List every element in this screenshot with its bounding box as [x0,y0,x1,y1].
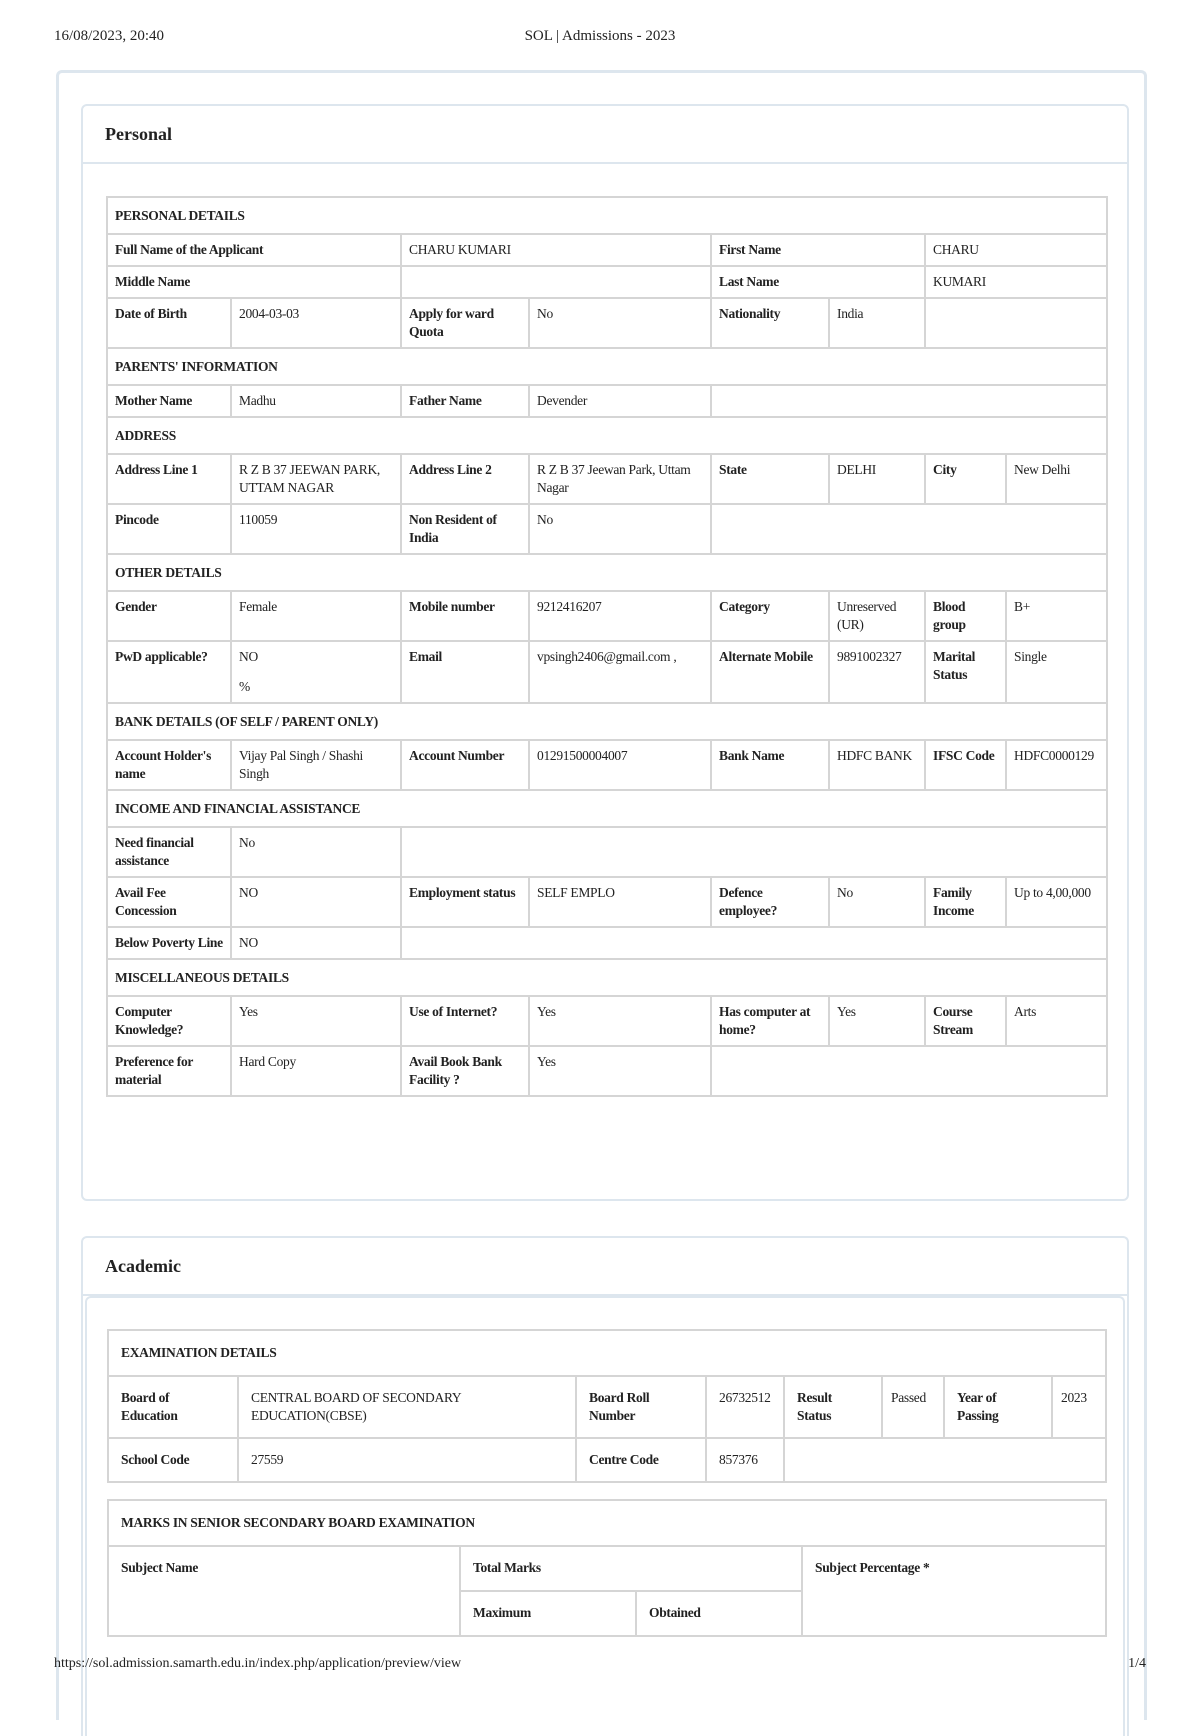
academic-panel-title: Academic [83,1238,1127,1296]
value-centre: 857376 [706,1438,784,1482]
table-row [107,385,1107,417]
value-material: Hard Copy [231,1046,401,1096]
empty-cell [711,1046,1107,1096]
table-row [107,454,1107,504]
label-defence: Defence employee? [711,877,829,927]
print-date: 16/08/2023, 20:40 [54,28,165,44]
label-board: Board of Education [108,1376,238,1438]
header-subject-name: Subject Name [108,1546,460,1636]
table-row [107,996,1107,1046]
value-home-computer: Yes [829,996,925,1046]
value-employment: SELF EMPLO [529,877,711,927]
section-income: INCOME AND FINANCIAL ASSISTANCE [107,790,1107,827]
table-row [107,298,1107,348]
label-nationality: Nationality [711,298,829,348]
label-book-bank: Avail Book Bank Facility ? [401,1046,529,1096]
label-need-fin: Need financial assistance [107,827,231,877]
header-subject-percentage: Subject Percentage * [802,1546,1106,1636]
label-dob: Date of Birth [107,298,231,348]
table-row [108,1546,1106,1591]
value-book-bank: Yes [529,1046,711,1096]
value-marital: Single [1006,641,1107,703]
table-row [108,1376,1106,1438]
value-state: DELHI [829,454,925,504]
value-year: 2023 [1052,1376,1106,1438]
label-addr2: Address Line 2 [401,454,529,504]
label-stream: Course Stream [925,996,1006,1046]
header-maximum: Maximum [460,1591,636,1636]
label-city: City [925,454,1006,504]
table-row [107,827,1107,877]
section-other-details: OTHER DETAILS [107,554,1107,591]
section-row [107,554,1107,591]
label-bank-name: Bank Name [711,740,829,790]
label-school: School Code [108,1438,238,1482]
label-marital: Marital Status [925,641,1006,703]
empty-cell [711,504,1107,554]
value-pwd-percent: % [239,679,250,694]
label-email: Email [401,641,529,703]
table-row [107,234,1107,266]
label-last-name: Last Name [711,266,925,298]
table-row [107,927,1107,959]
personal-panel-title: Personal [83,106,1127,164]
value-stream: Arts [1006,996,1107,1046]
label-middle-name: Middle Name [107,266,401,298]
label-material: Preference for material [107,1046,231,1096]
value-category: Unreserved (UR) [829,591,925,641]
print-footer [54,1656,1146,1676]
value-first-name: CHARU [925,234,1107,266]
value-pwd-status: NO [239,649,258,664]
value-blood-group: B+ [1006,591,1107,641]
value-pwd [231,641,401,703]
value-bank-name: HDFC BANK [829,740,925,790]
empty-cell [401,927,1107,959]
table-row [107,877,1107,927]
label-employment: Employment status [401,877,529,927]
value-alt-mobile: 9891002327 [829,641,925,703]
section-personal-details: PERSONAL DETAILS [107,197,1107,234]
value-last-name: KUMARI [925,266,1107,298]
label-account-no: Account Number [401,740,529,790]
label-centre: Centre Code [576,1438,706,1482]
label-gender: Gender [107,591,231,641]
label-category: Category [711,591,829,641]
empty-cell [711,385,1107,417]
table-row [108,1438,1106,1482]
label-mother: Mother Name [107,385,231,417]
section-marks: MARKS IN SENIOR SECONDARY BOARD EXAMINATION [108,1500,1106,1546]
section-misc: MISCELLANEOUS DETAILS [107,959,1107,996]
value-computer: Yes [231,996,401,1046]
value-gender: Female [231,591,401,641]
label-father: Father Name [401,385,529,417]
section-examination: EXAMINATION DETAILS [108,1330,1106,1376]
label-result: Result Status [784,1376,882,1438]
section-row [108,1500,1106,1546]
section-row [107,348,1107,385]
label-computer: Computer Knowledge? [107,996,231,1046]
header-total-marks: Total Marks [460,1546,802,1591]
page-number: 1/4 [1128,1656,1146,1671]
value-dob: 2004-03-03 [231,298,401,348]
label-year: Year of Passing [944,1376,1052,1438]
empty-cell [925,298,1107,348]
value-account-no: 01291500004007 [529,740,711,790]
label-ifsc: IFSC Code [925,740,1006,790]
value-fee-concession: NO [231,877,401,927]
value-internet: Yes [529,996,711,1046]
value-pincode: 110059 [231,504,401,554]
label-home-computer: Has computer at home? [711,996,829,1046]
empty-cell [401,827,1107,877]
section-address: ADDRESS [107,417,1107,454]
value-mobile: 9212416207 [529,591,711,641]
value-city: New Delhi [1006,454,1107,504]
table-row [107,641,1107,703]
section-bank-details: BANK DETAILS (OF SELF / PARENT ONLY) [107,703,1107,740]
label-pwd: PwD applicable? [107,641,231,703]
value-email: vpsingh2406@gmail.com , [529,641,711,703]
label-holder: Account Holder's name [107,740,231,790]
value-full-name: CHARU KUMARI [401,234,711,266]
value-nationality: India [829,298,925,348]
table-row [107,1046,1107,1096]
label-state: State [711,454,829,504]
value-addr1: R Z B 37 JEEWAN PARK, UTTAM NAGAR [231,454,401,504]
label-alt-mobile: Alternate Mobile [711,641,829,703]
label-addr1: Address Line 1 [107,454,231,504]
value-mother: Madhu [231,385,401,417]
personal-details-table [106,196,1108,1097]
label-first-name: First Name [711,234,925,266]
value-roll: 26732512 [706,1376,784,1438]
examination-details-table [107,1329,1107,1483]
section-row [107,197,1107,234]
value-nri: No [529,504,711,554]
section-row [107,703,1107,740]
table-row [107,591,1107,641]
section-parents-info: PARENTS' INFORMATION [107,348,1107,385]
label-pincode: Pincode [107,504,231,554]
value-family-income: Up to 4,00,000 [1006,877,1107,927]
value-result: Passed [882,1376,944,1438]
value-father: Devender [529,385,711,417]
label-internet: Use of Internet? [401,996,529,1046]
value-need-fin: No [231,827,401,877]
label-roll: Board Roll Number [576,1376,706,1438]
label-fee-concession: Avail Fee Concession [107,877,231,927]
empty-cell [784,1438,1106,1482]
label-nri: Non Resident of India [401,504,529,554]
print-url: https://sol.admission.samarth.edu.in/index.php/application/preview/view [54,1656,462,1671]
label-ward-quota: Apply for ward Quota [401,298,529,348]
section-row [107,790,1107,827]
print-header [54,28,1146,48]
table-row [107,740,1107,790]
section-row [107,417,1107,454]
value-board: CENTRAL BOARD OF SECONDARY EDUCATION(CBSE) [238,1376,576,1438]
table-row [107,504,1107,554]
value-holder: Vijay Pal Singh / Shashi Singh [231,740,401,790]
value-ifsc: HDFC0000129 [1006,740,1107,790]
label-mobile: Mobile number [401,591,529,641]
value-ward-quota: No [529,298,711,348]
label-full-name: Full Name of the Applicant [107,234,401,266]
value-bpl: NO [231,927,401,959]
label-bpl: Below Poverty Line [107,927,231,959]
value-defence: No [829,877,925,927]
section-row [107,959,1107,996]
value-addr2: R Z B 37 Jeewan Park, Uttam Nagar [529,454,711,504]
label-blood-group: Blood group [925,591,1006,641]
label-family-income: Family Income [925,877,1006,927]
header-obtained: Obtained [636,1591,802,1636]
table-row [107,266,1107,298]
value-middle-name [401,266,711,298]
marks-table [107,1499,1107,1637]
value-school: 27559 [238,1438,576,1482]
section-row [108,1330,1106,1376]
print-title: SOL | Admissions - 2023 [524,28,676,44]
